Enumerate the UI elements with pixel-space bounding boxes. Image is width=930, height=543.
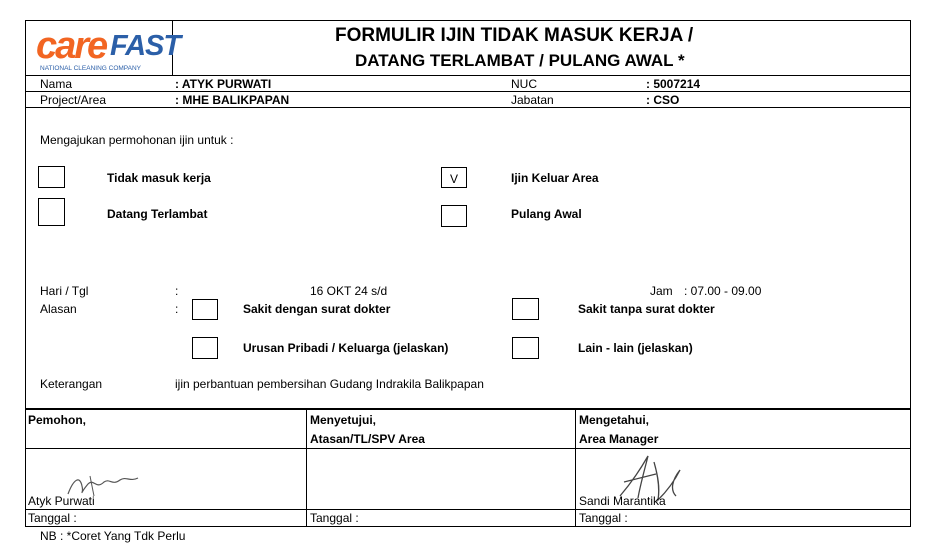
project-label: Project/Area bbox=[40, 93, 107, 107]
datang-terlambat-checkbox[interactable] bbox=[38, 198, 65, 226]
nuc-value: : 5007214 bbox=[646, 77, 701, 91]
tanggal-pemohon: Tanggal : bbox=[28, 511, 77, 525]
keterangan-label: Keterangan bbox=[40, 377, 103, 391]
alasan-label: Alasan bbox=[40, 302, 77, 316]
jabatan-value: : CSO bbox=[646, 93, 680, 107]
jabatan-label: Jabatan bbox=[511, 93, 554, 107]
datang-terlambat-label: Datang Terlambat bbox=[107, 207, 208, 221]
request-intro: Mengajukan permohonan ijin untuk : bbox=[40, 133, 234, 147]
sig-top-border bbox=[25, 408, 910, 410]
jam-label: Jam bbox=[650, 284, 673, 298]
sakit-surat-label: Sakit dengan surat dokter bbox=[243, 302, 391, 316]
area-manager-label: Area Manager bbox=[579, 432, 659, 446]
nuc-label: NUC bbox=[511, 77, 537, 91]
pemohon-label: Pemohon, bbox=[28, 413, 87, 427]
nama-label: Nama bbox=[40, 77, 73, 91]
lain-lain-label: Lain - lain (jelaskan) bbox=[578, 341, 693, 355]
form-title-line1: FORMULIR IJIN TIDAK MASUK KERJA / bbox=[335, 25, 694, 46]
pulang-awal-label: Pulang Awal bbox=[511, 207, 582, 221]
urusan-pribadi-label: Urusan Pribadi / Keluarga (jelaskan) bbox=[243, 341, 449, 355]
hari-label: Hari / Tgl bbox=[40, 284, 89, 298]
company-logo bbox=[30, 22, 181, 74]
keterangan-value: ijin perbantuan pembersihan Gudang Indrakila Balikpapan bbox=[175, 377, 484, 391]
svg-text:NATIONAL CLEANING COMPANY: NATIONAL CLEANING COMPANY bbox=[40, 65, 142, 72]
nama-value: : ATYK PURWATI bbox=[175, 77, 272, 91]
header-bottom bbox=[25, 75, 910, 76]
hari-value: 16 OKT 24 s/d bbox=[310, 284, 388, 298]
carefast-logo-icon bbox=[30, 22, 181, 74]
form-title-line2: DATANG TERLAMBAT / PULANG AWAL * bbox=[355, 51, 685, 70]
hari-colon: : bbox=[175, 284, 179, 298]
mengetahui-label: Mengetahui, bbox=[579, 413, 650, 427]
sig-col-divider-2 bbox=[575, 409, 576, 527]
border-top bbox=[25, 20, 910, 21]
svg-text:care: care bbox=[36, 25, 107, 67]
jam-value: : 07.00 - 09.00 bbox=[684, 284, 762, 298]
project-value: : MHE BALIKPAPAN bbox=[175, 93, 290, 107]
tidak-masuk-checkbox[interactable] bbox=[38, 166, 65, 188]
ijin-keluar-checkbox[interactable] bbox=[441, 167, 467, 188]
tidak-masuk-label: Tidak masuk kerja bbox=[107, 171, 211, 185]
atasan-label: Atasan/TL/SPV Area bbox=[310, 432, 425, 446]
svg-text:FAST: FAST bbox=[110, 30, 181, 62]
sakit-tanpa-checkbox[interactable] bbox=[512, 298, 539, 320]
pulang-awal-checkbox[interactable] bbox=[441, 205, 467, 227]
menyetujui-label: Menyetujui, bbox=[310, 413, 377, 427]
manager-name: Sandi Marantika bbox=[579, 494, 666, 508]
sig-col-divider-1 bbox=[306, 409, 307, 527]
ijin-keluar-checkmark: V bbox=[449, 172, 458, 186]
alasan-colon: : bbox=[175, 302, 179, 316]
pemohon-name: Atyk Purwati bbox=[28, 494, 95, 508]
ijin-keluar-label: Ijin Keluar Area bbox=[511, 171, 599, 185]
sakit-surat-checkbox[interactable] bbox=[192, 299, 218, 320]
border-left bbox=[25, 20, 26, 527]
border-right bbox=[910, 20, 911, 527]
row1-bottom bbox=[25, 91, 910, 92]
sakit-tanpa-label: Sakit tanpa surat dokter bbox=[578, 302, 715, 316]
border-bottom bbox=[25, 526, 911, 527]
row2-bottom bbox=[25, 107, 910, 108]
urusan-pribadi-checkbox[interactable] bbox=[192, 337, 218, 359]
footer-note: NB : *Coret Yang Tdk Perlu bbox=[40, 529, 186, 543]
tanggal-manager: Tanggal : bbox=[579, 511, 628, 525]
sig-name-bottom bbox=[25, 509, 910, 510]
sig-header-bottom bbox=[25, 448, 910, 449]
lain-lain-checkbox[interactable] bbox=[512, 337, 539, 359]
tanggal-atasan: Tanggal : bbox=[310, 511, 359, 525]
